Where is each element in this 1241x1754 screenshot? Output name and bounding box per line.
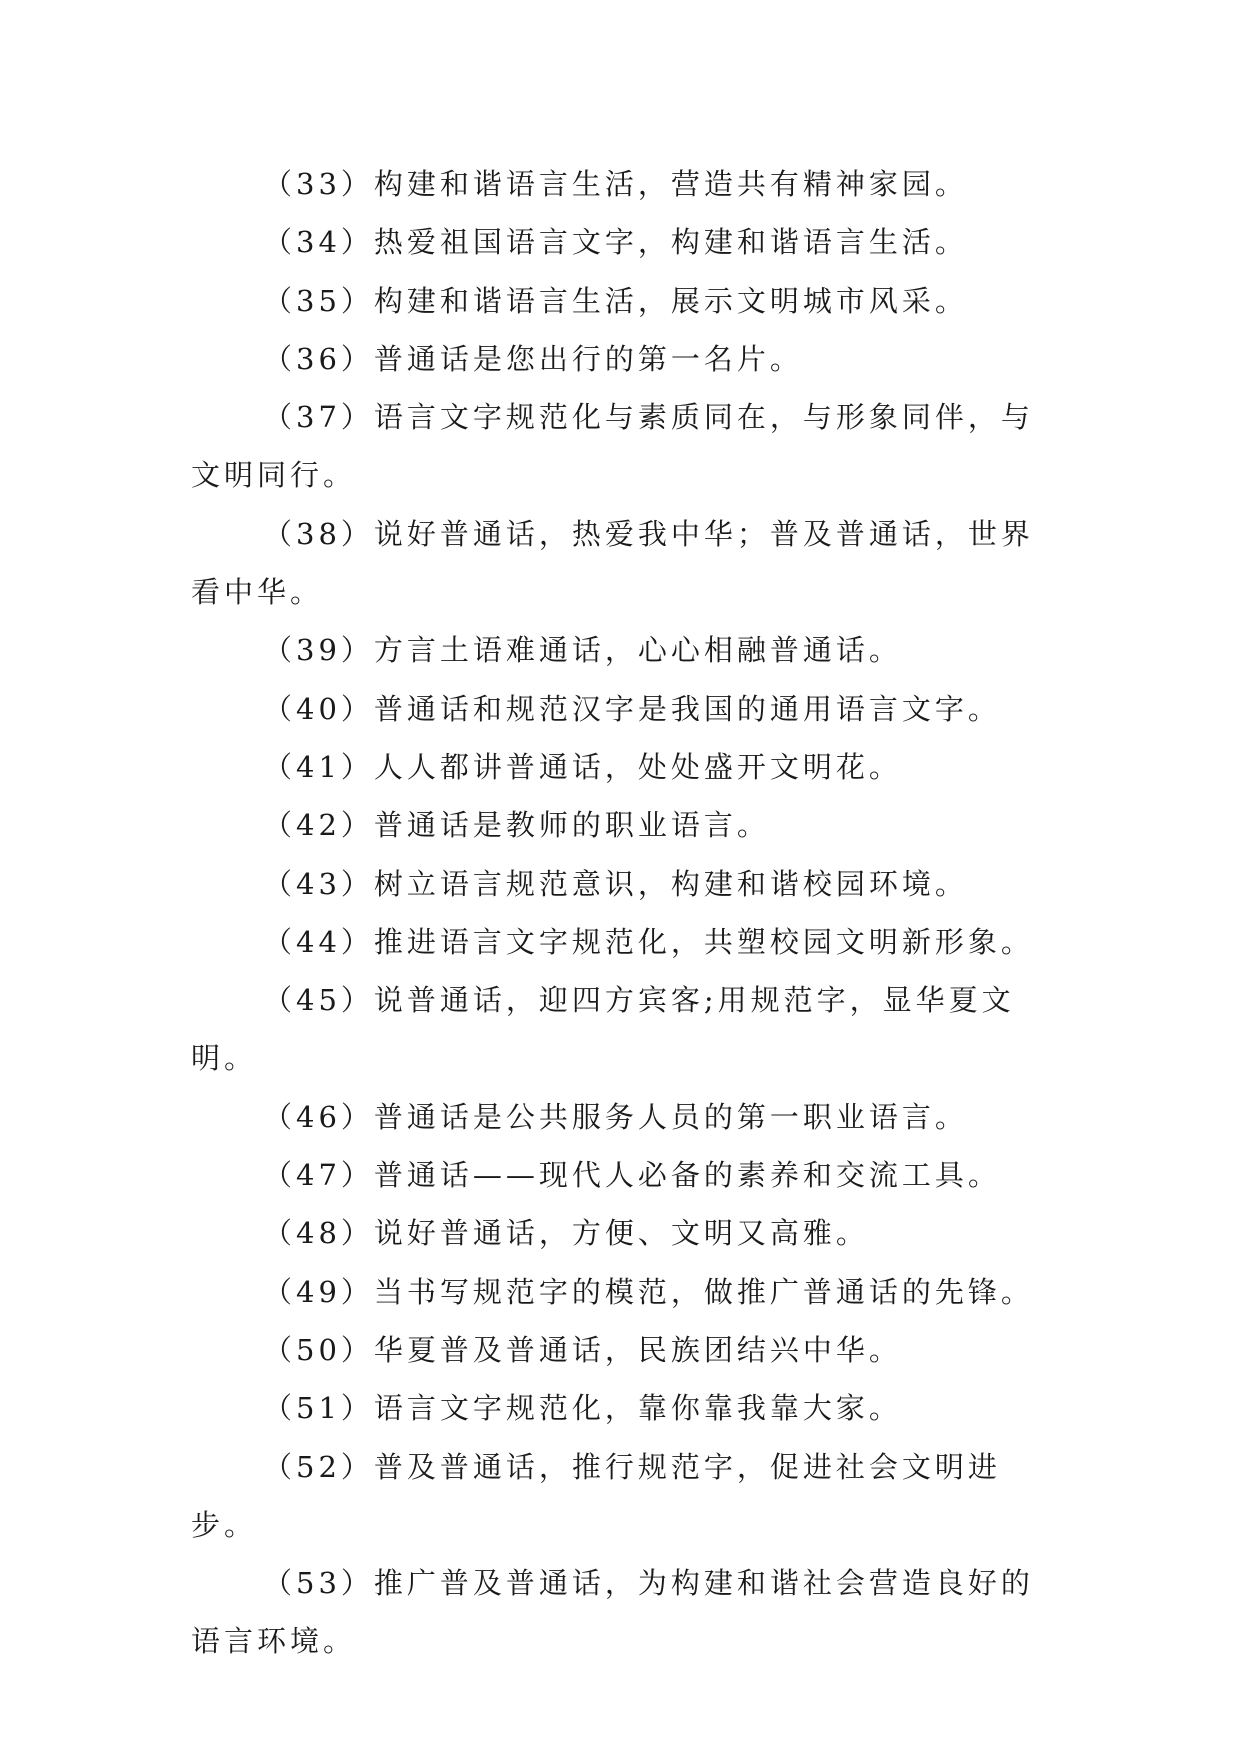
list-item: （53）推广普及普通话，为构建和谐社会营造良好的语言环境。 [191, 1566, 1034, 1659]
list-item: （34）热爱祖国语言文字，构建和谐语言生活。 [263, 225, 968, 260]
list-item: （42）普通话是教师的职业语言。 [263, 808, 770, 843]
list-item: （50）华夏普及普通话，民族团结兴中华。 [263, 1332, 902, 1367]
list-item: （40）普通话和规范汉字是我国的通用语言文字。 [263, 691, 1001, 726]
list-item: （36）普通话是您出行的第一名片。 [263, 341, 803, 376]
list-item: （46）普通话是公共服务人员的第一职业语言。 [263, 1099, 968, 1134]
list-item: （45）说普通话，迎四方宾客;用规范字，显华夏文明。 [191, 983, 1015, 1076]
document-body [191, 155, 1051, 1671]
list-item: （48）说好普通话，方便、文明又高雅。 [263, 1216, 869, 1251]
list-item: （41）人人都讲普通话，处处盛开文明花。 [263, 749, 902, 784]
list-item: （52）普及普通话，推行规范字，促进社会文明进步。 [191, 1449, 1001, 1542]
list-item: （44）推进语言文字规范化，共塑校园文明新形象。 [263, 924, 1034, 959]
list-item: （37）语言文字规范化与素质同在，与形象同伴，与文明同行。 [191, 400, 1034, 493]
list-item: （49）当书写规范字的模范，做推广普通话的先锋。 [263, 1274, 1034, 1309]
list-item: （33）构建和谐语言生活，营造共有精神家园。 [263, 167, 968, 201]
list-item: （47）普通话——现代人必备的素养和交流工具。 [263, 1158, 1001, 1193]
list-item: （51）语言文字规范化，靠你靠我靠大家。 [263, 1391, 902, 1426]
list-item: （38）说好普通话，热爱我中华；普及普通话，世界看中华。 [191, 516, 1034, 610]
list-item: （35）构建和谐语言生活，展示文明城市风采。 [263, 283, 968, 318]
list-item: （39）方言土语难通话，心心相融普通话。 [263, 633, 902, 668]
list-item: （43）树立语言规范意识，构建和谐校园环境。 [263, 866, 968, 901]
